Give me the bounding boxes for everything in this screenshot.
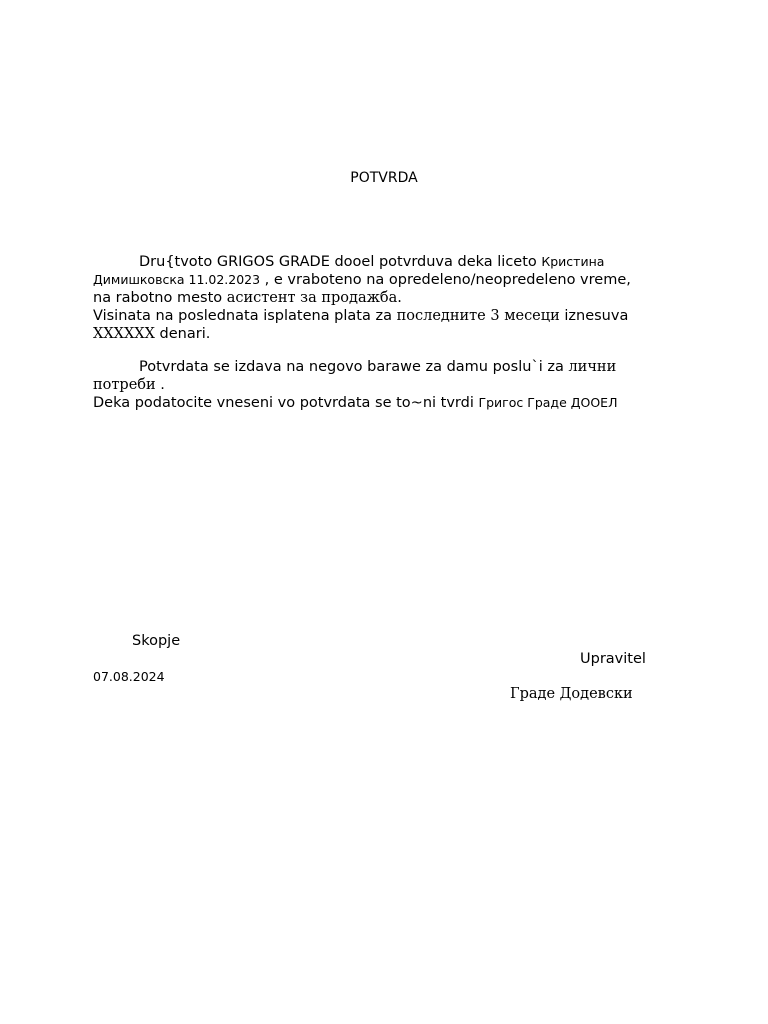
document-title: POTVRDA	[350, 170, 418, 186]
paragraph1-line3	[93, 289, 673, 307]
text-run: асистент за продажба.	[226, 290, 402, 306]
signer-role: Upravitel	[580, 651, 646, 667]
paragraph1-line1	[93, 253, 673, 271]
text-run: Deka podatocite vneseni vo potvrdata se to~ni tvrdi	[93, 395, 479, 411]
issue-date: 07.08.2024	[93, 669, 165, 684]
text-run: Potvrdata se izdava na negovo barawe za damu poslu`i za	[139, 359, 569, 375]
text-run: последните 3 месеци	[396, 308, 560, 324]
paragraph2-line2	[93, 376, 673, 394]
text-run: .	[155, 377, 165, 393]
text-run: потреби	[93, 377, 156, 393]
text-run: denari.	[154, 326, 211, 342]
paragraph1-line2	[93, 271, 673, 289]
signer-name: Граде Додевски	[510, 686, 633, 702]
text-run: Димишковска 11.02.2023	[93, 272, 261, 287]
text-run: Григос Граде ДООЕЛ	[478, 395, 618, 410]
text-run: Visinata na poslednata isplatena plata za	[93, 308, 397, 324]
text-run: лични	[568, 359, 617, 375]
paragraph1-line5	[93, 325, 673, 343]
paragraph2-line3	[93, 394, 673, 412]
paragraph2-line1	[93, 358, 673, 376]
text-run: XXXXXX	[93, 326, 155, 342]
text-run: Кристина	[541, 254, 605, 269]
text-run: Dru{tvoto GRIGOS GRADE dooel potvrduva deka liceto	[139, 254, 542, 270]
paragraph-spacer	[93, 343, 673, 358]
text-run: na rabotno mesto	[93, 290, 227, 306]
text-run: , e vraboteno na opredeleno/neopredeleno vreme,	[260, 272, 631, 288]
issue-place: Skopje	[132, 633, 181, 649]
document-body	[93, 253, 673, 412]
text-run: iznesuva	[559, 308, 629, 324]
paragraph1-line4	[93, 307, 673, 325]
